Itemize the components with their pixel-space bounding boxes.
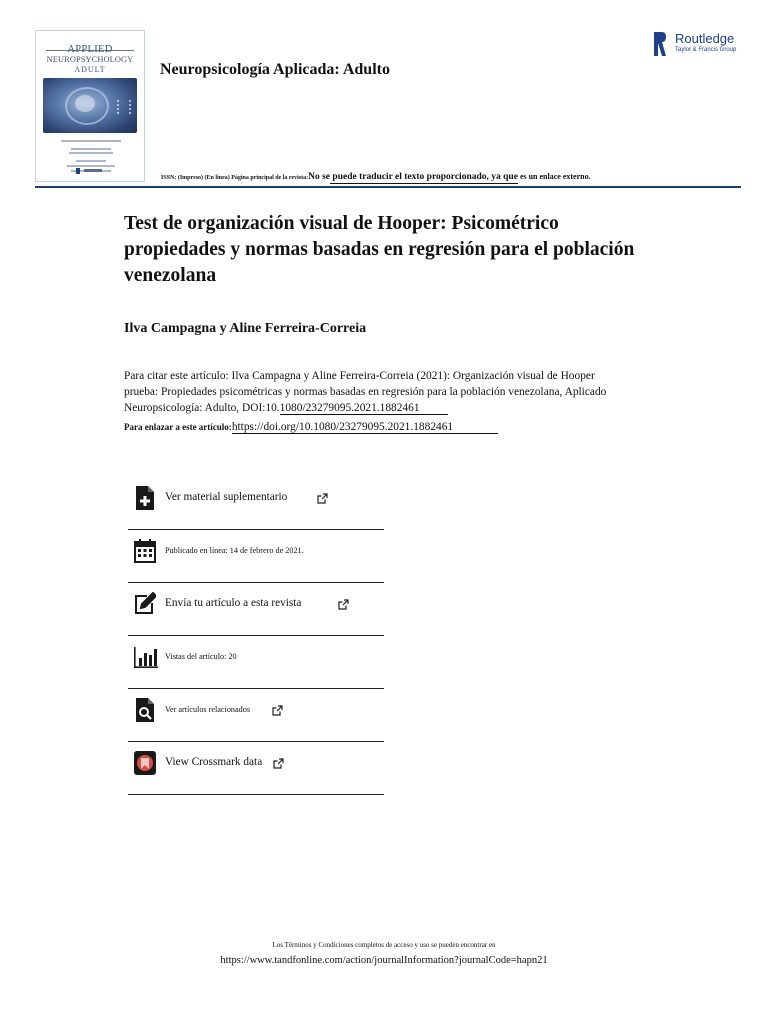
- action-label: Publicado en línea: 14 de febrero de 2021.: [165, 546, 304, 555]
- add-document-icon: [134, 486, 156, 510]
- action-related-articles[interactable]: [128, 689, 384, 742]
- bar-chart-icon: [134, 645, 156, 669]
- publisher-name: Routledge: [675, 31, 735, 46]
- header-divider: [35, 186, 741, 188]
- article-doi-link[interactable]: https://doi.org/10.1080/23279095.2021.1882461: [232, 421, 498, 434]
- search-document-icon: [134, 698, 156, 722]
- issn-line: [161, 172, 591, 182]
- action-label: Envía tu artículo a esta revista: [165, 597, 302, 609]
- cover-title-line2: NEUROPSYCHOLOGY: [46, 55, 134, 64]
- article-actions-list: [128, 477, 384, 795]
- external-link-icon[interactable]: [338, 597, 349, 608]
- terms-text: Los Términos y Condiciones completos de acceso y uso se pueden encontrar en: [272, 941, 496, 949]
- terms-link[interactable]: https://www.tandfonline.com/action/journalInformation?journalCode=hapn21: [220, 955, 548, 966]
- cover-title-line3: ADULT: [74, 65, 106, 74]
- journal-title[interactable]: Neuropsicología Aplicada: Adulto: [160, 61, 390, 78]
- article-authors: Ilva Campagna y Aline Ferreira-Correia: [124, 321, 367, 336]
- action-label: Ver artículos relacionados: [165, 705, 251, 714]
- citation-text: Para citar este artículo: Ilva Campagna y Aline Ferreira-Correia (2021): Organización visual de Hooper prueba: Propiedades psicométricas y normas basadas en regresión para la población venezolana, Aplicado Neuropsicología: Adulto, DOI:10.: [124, 370, 607, 414]
- external-link-icon[interactable]: [272, 703, 283, 714]
- action-submit-article[interactable]: [128, 583, 384, 636]
- calendar-icon: [134, 539, 156, 563]
- action-article-views: [128, 636, 384, 689]
- action-label: Vistas del artículo: 20: [165, 652, 237, 661]
- action-label: Ver material suplementario: [165, 491, 288, 503]
- citation-doi-link[interactable]: 1080/23279095.2021.1882461: [280, 402, 448, 415]
- routledge-mark-icon: [654, 32, 666, 54]
- action-crossmark[interactable]: [128, 742, 384, 795]
- publisher-subtitle: Taylor & Francis Group: [675, 47, 737, 53]
- article-link-line: [124, 421, 498, 433]
- external-link-icon[interactable]: [317, 491, 328, 502]
- action-label: View Crossmark data: [165, 756, 263, 768]
- cover-publisher-logo: [76, 168, 108, 174]
- journal-homepage-link[interactable]: puede traducir el texto proporcionado, ya que: [330, 172, 518, 182]
- issn-suffix: es un enlace externo.: [517, 172, 591, 181]
- edit-icon: [134, 592, 156, 616]
- action-supplementary-material[interactable]: [128, 477, 384, 530]
- publisher-logo: [654, 31, 764, 59]
- journal-cover-image: [35, 30, 145, 182]
- article-title: Test de organización visual de Hooper: Psicométrico propiedades y normas basadas en regresión para el población venezolana: [124, 213, 635, 286]
- external-link-icon[interactable]: [273, 756, 284, 767]
- cover-title-line1: APPLIED: [67, 44, 113, 55]
- action-published-online: [128, 530, 384, 583]
- issn-no-se: No se: [308, 172, 331, 182]
- crossmark-icon: [134, 751, 156, 775]
- article-link-label: Para enlazar a este artículo:: [124, 422, 232, 432]
- issn-prefix: ISSN: (Impreso) (En línea) Página principal de la revista:: [161, 175, 309, 181]
- citation-block: [124, 368, 624, 416]
- cover-brain-image: [43, 78, 137, 133]
